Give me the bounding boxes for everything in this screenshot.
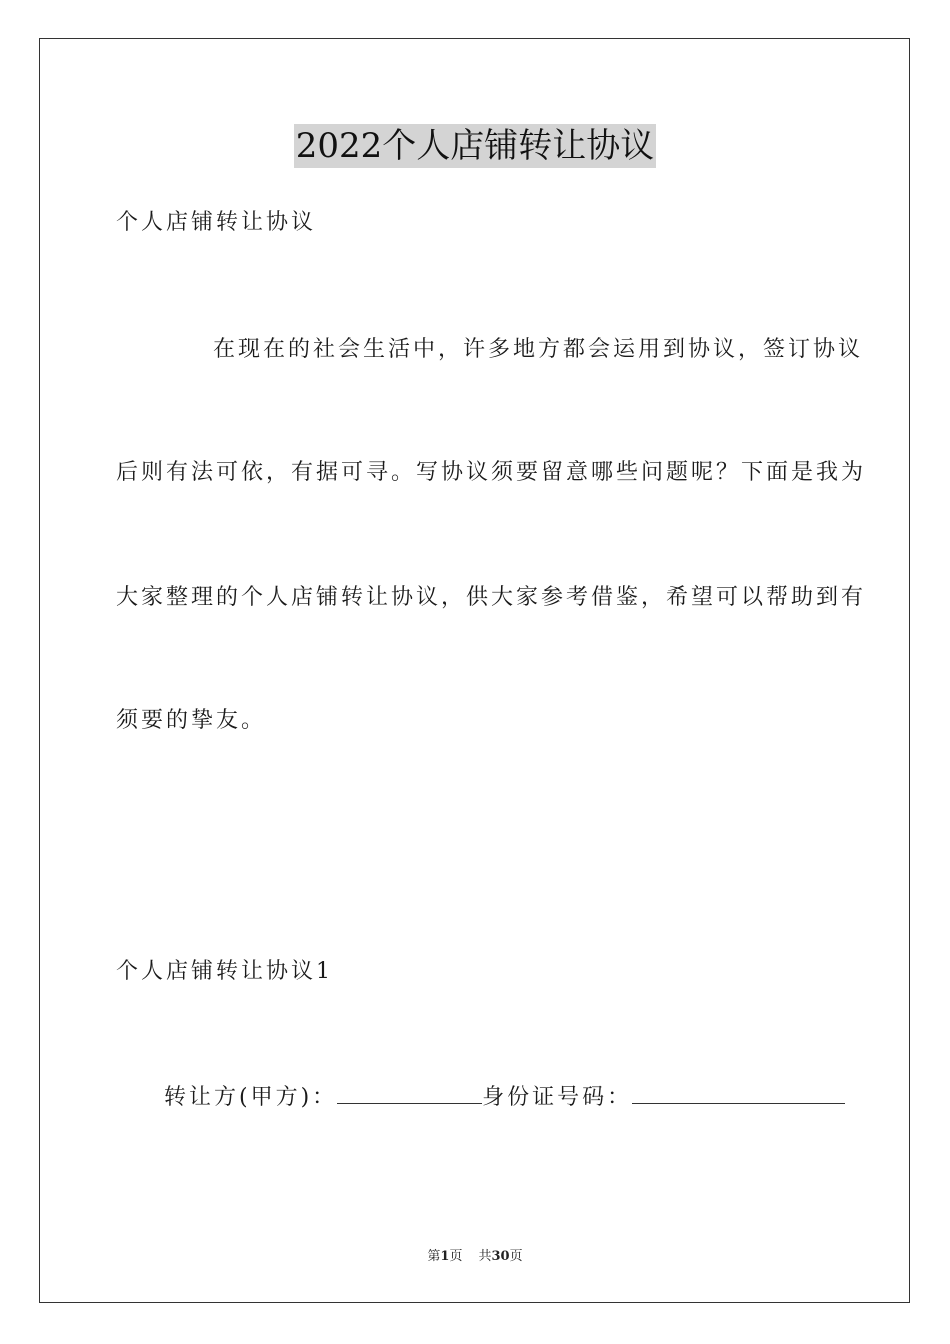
id-number-blank xyxy=(632,1081,845,1104)
party-line xyxy=(164,1081,845,1113)
total-suffix: 页 xyxy=(509,1249,523,1264)
page-footer xyxy=(0,1248,950,1266)
section-heading: 个人店铺转让协议1 xyxy=(116,959,333,984)
id-number-label: 身份证号码： xyxy=(482,1085,633,1110)
intro-line-1: 在现在的社会生活中，许多地方都会运用到协议，签订协议 xyxy=(213,337,864,362)
intro-line-4: 须要的挚友。 xyxy=(116,708,267,733)
page-prefix: 第 xyxy=(427,1249,441,1264)
document-subtitle: 个人店铺转让协议 xyxy=(116,210,317,235)
total-prefix: 共 xyxy=(478,1249,492,1264)
transferor-name-blank xyxy=(337,1081,482,1104)
intro-line-3: 大家整理的个人店铺转让协议，供大家参考借鉴，希望可以帮助到有 xyxy=(116,585,867,610)
intro-line-2: 后则有法可依，有据可寻。写协议须要留意哪些问题呢？下面是我为 xyxy=(116,460,867,485)
document-title: 2022个人店铺转让协议 xyxy=(295,126,655,166)
current-page-number: 1 xyxy=(440,1249,450,1264)
page-suffix: 页 xyxy=(449,1249,463,1264)
title-container xyxy=(0,124,950,168)
total-pages-number: 30 xyxy=(491,1249,510,1264)
transferor-label: 转让方(甲方)： xyxy=(164,1085,338,1110)
